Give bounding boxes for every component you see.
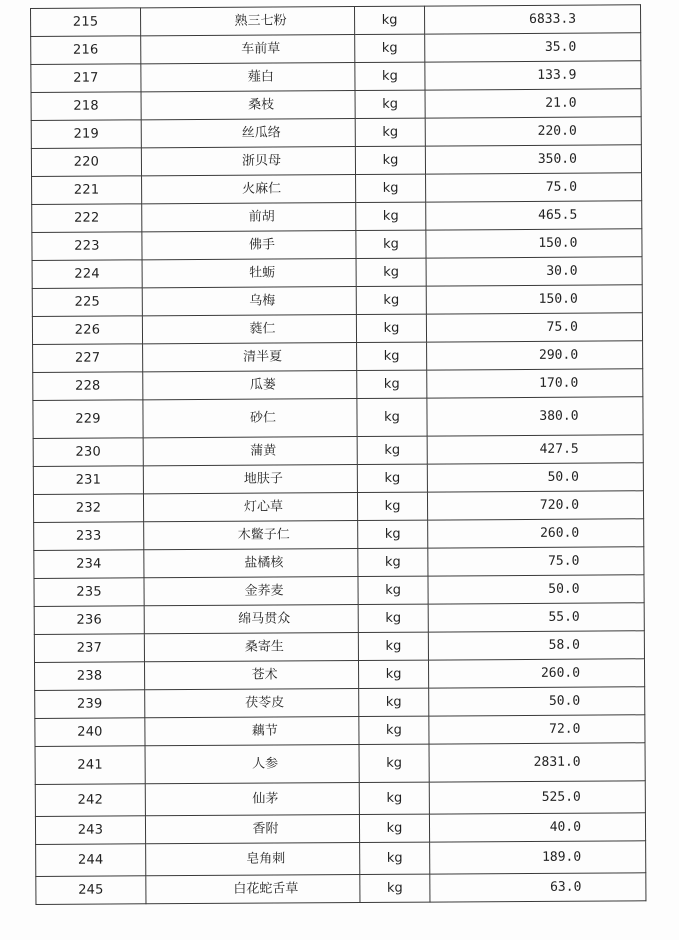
item-unit: kg bbox=[359, 782, 429, 814]
item-name: 丝瓜络 bbox=[141, 119, 355, 148]
row-number: 230 bbox=[33, 438, 143, 467]
item-unit: kg bbox=[358, 576, 428, 604]
item-quantity: 260.0 bbox=[428, 659, 644, 688]
row-number: 232 bbox=[33, 494, 143, 523]
item-name: 人参 bbox=[145, 745, 359, 784]
item-unit: kg bbox=[358, 520, 428, 548]
item-unit: kg bbox=[358, 604, 428, 632]
item-quantity: 35.0 bbox=[425, 33, 641, 62]
item-unit: kg bbox=[358, 632, 428, 660]
item-quantity: 75.0 bbox=[426, 173, 642, 202]
table-row bbox=[33, 463, 643, 495]
item-quantity: 189.0 bbox=[430, 841, 646, 874]
row-number: 231 bbox=[33, 466, 143, 495]
table-row bbox=[34, 519, 644, 551]
item-name: 瓜蒌 bbox=[143, 371, 357, 400]
row-number: 237 bbox=[34, 634, 144, 663]
table-row bbox=[33, 435, 643, 467]
item-quantity: 58.0 bbox=[428, 631, 644, 660]
item-unit: kg bbox=[359, 744, 429, 782]
table-row bbox=[34, 547, 644, 579]
table-row bbox=[36, 873, 646, 905]
table-row bbox=[32, 257, 642, 289]
item-name: 苍术 bbox=[144, 661, 358, 690]
item-unit: kg bbox=[357, 398, 427, 436]
row-number: 216 bbox=[31, 36, 141, 65]
row-number: 235 bbox=[34, 578, 144, 607]
inventory-table-body bbox=[31, 5, 646, 905]
row-number: 215 bbox=[31, 8, 141, 37]
item-unit: kg bbox=[356, 230, 426, 258]
item-name: 蒲黄 bbox=[143, 437, 357, 466]
item-unit: kg bbox=[356, 174, 426, 202]
item-unit: kg bbox=[356, 202, 426, 230]
item-name: 灯心草 bbox=[143, 493, 357, 522]
table-row bbox=[33, 397, 643, 439]
item-name: 车前草 bbox=[141, 35, 355, 64]
item-quantity: 50.0 bbox=[427, 463, 643, 492]
inventory-table bbox=[30, 4, 646, 905]
table-row bbox=[31, 117, 641, 149]
row-number: 242 bbox=[35, 784, 145, 817]
item-unit: kg bbox=[357, 342, 427, 370]
item-unit: kg bbox=[360, 842, 430, 874]
item-name: 藕节 bbox=[145, 717, 359, 746]
item-quantity: 290.0 bbox=[427, 341, 643, 370]
item-name: 地肤子 bbox=[143, 465, 357, 494]
table-row bbox=[35, 743, 645, 785]
table-row bbox=[33, 369, 643, 401]
item-name: 盐橘核 bbox=[144, 549, 358, 578]
row-number: 229 bbox=[33, 400, 143, 439]
item-name: 木鳖子仁 bbox=[144, 521, 358, 550]
table-row bbox=[34, 603, 644, 635]
table-row bbox=[34, 575, 644, 607]
table-row bbox=[31, 5, 641, 37]
item-unit: kg bbox=[357, 464, 427, 492]
item-unit: kg bbox=[357, 492, 427, 520]
table-row bbox=[31, 145, 641, 177]
item-quantity: 380.0 bbox=[427, 397, 643, 436]
row-number: 244 bbox=[36, 844, 146, 877]
row-number: 243 bbox=[35, 816, 145, 845]
item-name: 金荞麦 bbox=[144, 577, 358, 606]
table-row bbox=[31, 61, 641, 93]
table-row bbox=[36, 841, 646, 877]
item-name: 绵马贯众 bbox=[144, 605, 358, 634]
item-unit: kg bbox=[359, 814, 429, 842]
item-unit: kg bbox=[359, 716, 429, 744]
table-row bbox=[32, 313, 642, 345]
item-quantity: 150.0 bbox=[426, 229, 642, 258]
item-quantity: 6833.3 bbox=[424, 5, 640, 34]
row-number: 220 bbox=[31, 148, 141, 177]
item-quantity: 40.0 bbox=[429, 813, 645, 842]
row-number: 223 bbox=[32, 232, 142, 261]
item-name: 火麻仁 bbox=[142, 175, 356, 204]
table-row bbox=[32, 285, 642, 317]
table-row bbox=[35, 687, 645, 719]
item-unit: kg bbox=[357, 370, 427, 398]
table-row bbox=[32, 173, 642, 205]
item-unit: kg bbox=[355, 90, 425, 118]
item-quantity: 133.9 bbox=[425, 61, 641, 90]
item-quantity: 75.0 bbox=[428, 547, 644, 576]
row-number: 224 bbox=[32, 260, 142, 289]
item-quantity: 55.0 bbox=[428, 603, 644, 632]
item-name: 白花蛇舌草 bbox=[146, 875, 360, 904]
item-name: 浙贝母 bbox=[141, 147, 355, 176]
row-number: 222 bbox=[32, 204, 142, 233]
row-number: 225 bbox=[32, 288, 142, 317]
item-unit: kg bbox=[355, 62, 425, 90]
table-row bbox=[34, 659, 644, 691]
row-number: 219 bbox=[31, 120, 141, 149]
item-name: 前胡 bbox=[142, 203, 356, 232]
item-quantity: 50.0 bbox=[429, 687, 645, 716]
item-unit: kg bbox=[358, 660, 428, 688]
item-name: 清半夏 bbox=[143, 343, 357, 372]
item-quantity: 72.0 bbox=[429, 715, 645, 744]
item-name: 仙茅 bbox=[145, 783, 359, 816]
table-row bbox=[33, 491, 643, 523]
item-unit: kg bbox=[360, 874, 430, 902]
item-unit: kg bbox=[355, 146, 425, 174]
item-quantity: 63.0 bbox=[430, 873, 646, 902]
item-quantity: 720.0 bbox=[427, 491, 643, 520]
table-row bbox=[32, 229, 642, 261]
row-number: 226 bbox=[32, 316, 142, 345]
item-unit: kg bbox=[359, 688, 429, 716]
item-unit: kg bbox=[356, 258, 426, 286]
row-number: 227 bbox=[33, 344, 143, 373]
row-number: 236 bbox=[34, 606, 144, 635]
table-row bbox=[35, 781, 645, 817]
item-name: 佛手 bbox=[142, 231, 356, 260]
item-quantity: 465.5 bbox=[426, 201, 642, 230]
item-quantity: 220.0 bbox=[425, 117, 641, 146]
item-quantity: 50.0 bbox=[428, 575, 644, 604]
item-name: 香附 bbox=[145, 815, 359, 844]
row-number: 217 bbox=[31, 64, 141, 93]
item-unit: kg bbox=[354, 6, 424, 34]
item-quantity: 21.0 bbox=[425, 89, 641, 118]
item-name: 牡蛎 bbox=[142, 259, 356, 288]
table-row bbox=[33, 341, 643, 373]
row-number: 218 bbox=[31, 92, 141, 121]
item-name: 薤白 bbox=[141, 63, 355, 92]
item-name: 乌梅 bbox=[142, 287, 356, 316]
table-row bbox=[31, 33, 641, 65]
table-row bbox=[31, 89, 641, 121]
item-name: 茯苓皮 bbox=[145, 689, 359, 718]
item-quantity: 170.0 bbox=[427, 369, 643, 398]
item-unit: kg bbox=[358, 548, 428, 576]
item-name: 砂仁 bbox=[143, 399, 357, 438]
item-quantity: 260.0 bbox=[428, 519, 644, 548]
table-row bbox=[35, 715, 645, 747]
item-unit: kg bbox=[355, 118, 425, 146]
item-quantity: 75.0 bbox=[426, 313, 642, 342]
item-name: 桑寄生 bbox=[144, 633, 358, 662]
item-quantity: 2831.0 bbox=[429, 743, 645, 782]
row-number: 234 bbox=[34, 550, 144, 579]
item-quantity: 350.0 bbox=[425, 145, 641, 174]
item-quantity: 427.5 bbox=[427, 435, 643, 464]
row-number: 240 bbox=[35, 718, 145, 747]
item-quantity: 525.0 bbox=[429, 781, 645, 814]
item-name: 桑枝 bbox=[141, 91, 355, 120]
item-quantity: 150.0 bbox=[426, 285, 642, 314]
item-unit: kg bbox=[357, 436, 427, 464]
table-row bbox=[32, 201, 642, 233]
item-quantity: 30.0 bbox=[426, 257, 642, 286]
item-name: 蕤仁 bbox=[142, 315, 356, 344]
row-number: 221 bbox=[32, 176, 142, 205]
row-number: 245 bbox=[36, 876, 146, 905]
item-name: 熟三七粉 bbox=[141, 7, 355, 36]
row-number: 238 bbox=[34, 662, 144, 691]
row-number: 239 bbox=[35, 690, 145, 719]
row-number: 241 bbox=[35, 746, 145, 785]
table-row bbox=[35, 813, 645, 845]
item-unit: kg bbox=[355, 34, 425, 62]
item-unit: kg bbox=[356, 286, 426, 314]
item-unit: kg bbox=[356, 314, 426, 342]
table-row bbox=[34, 631, 644, 663]
item-name: 皂角刺 bbox=[146, 843, 360, 876]
row-number: 228 bbox=[33, 372, 143, 401]
row-number: 233 bbox=[34, 522, 144, 551]
